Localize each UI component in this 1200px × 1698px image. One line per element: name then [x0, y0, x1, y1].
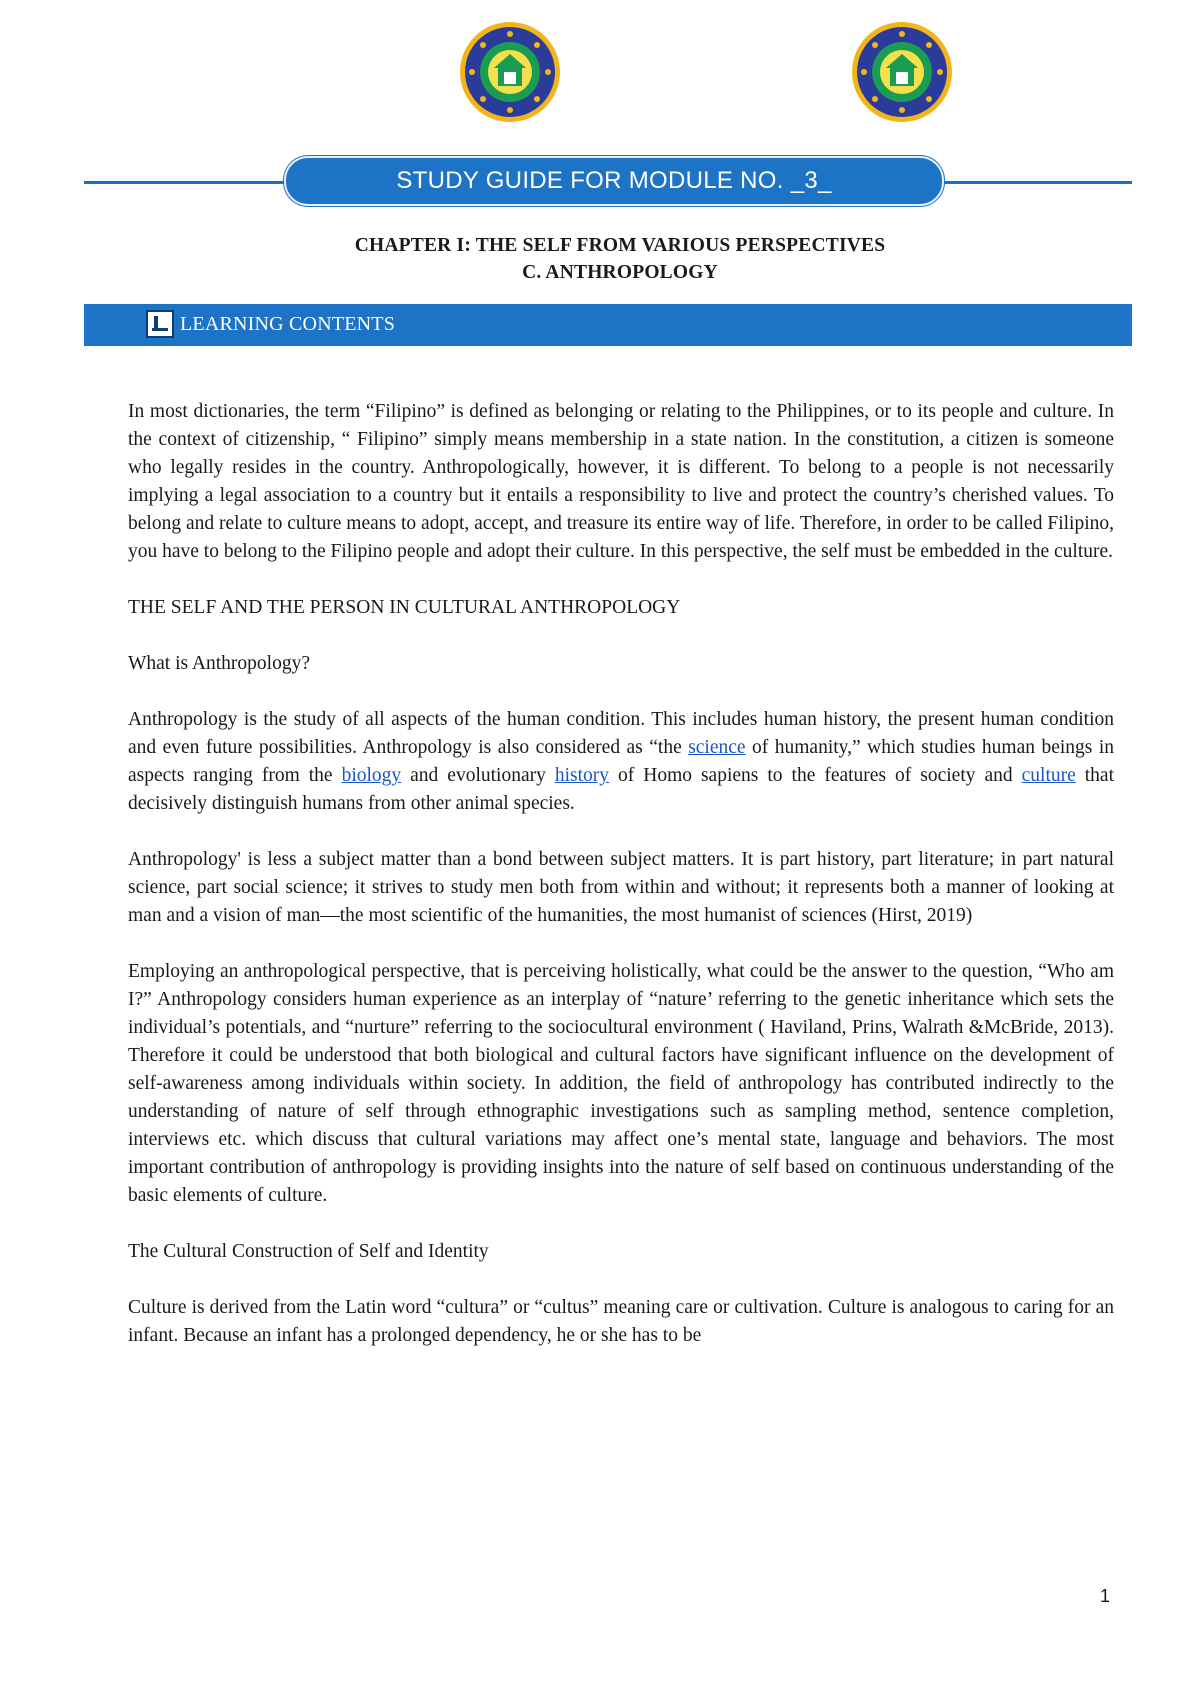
paragraph-hirst-quote: Anthropology' is less a subject matter than a bond between subject matters. It is part history, part literature; in part natural science, part social science; it strives to study men both from within and without; it represents both a manner of looking at man and a vision of man—the most scientific of the humanities, the most humanist of sciences (Hirst, 2019) — [128, 849, 1114, 926]
banner-rule-left — [84, 181, 294, 184]
university-seal-left — [458, 20, 562, 124]
paragraph-culture: Culture is derived from the Latin word “cultura” or “cultus” meaning care or cultivation. Culture is analogous to caring for an infant. Because an infant has a prolonged dependency, he or she has to be — [128, 1297, 1114, 1346]
banner-rule-right — [934, 181, 1132, 184]
chapter-heading — [0, 232, 1200, 286]
module-title: STUDY GUIDE FOR MODULE NO. _3_ — [284, 156, 944, 206]
body-content — [128, 398, 1114, 1350]
link-biology[interactable]: biology — [341, 765, 402, 786]
book-icon — [146, 310, 174, 338]
question-heading: What is Anthropology? — [128, 653, 310, 674]
text-run: Anthropology is the study of all aspects of the human condition. This includes human history, the present human condition and even future possibilities. Anthropology is also considered as “the — [128, 709, 1114, 758]
section-bar — [84, 304, 1132, 346]
text-run: and evolutionary — [401, 765, 555, 786]
paragraph-perspective: Employing an anthropological perspective, that is perceiving holistically, what could be the answer to the question, “Who am I?” Anthropology considers human experience as an interplay of “nature’ referring to the genetic inheritance which sets the individual’s potentials, and “nurture” referring to the sociocultural environment ( Haviland, Prins, Walrath &McBride, 2013). Therefore it could be understood that both biological and cultural factors have significant influence on the development of self-awareness among individuals within society. In addition, the field of anthropology has contributed indirectly to the understanding of nature of self through ethnographic investigations such as sampling method, sentence completion, interviews etc. which discuss that cultural variations may affect one’s mental state, language and behaviors. The most important contribution of anthropology is providing insights into the nature of self based on continuous understanding of the basic elements of culture. — [128, 961, 1114, 1206]
link-science[interactable]: science — [688, 737, 746, 758]
chapter-subtitle: C. ANTHROPOLOGY — [522, 262, 718, 283]
link-history[interactable]: history — [554, 765, 610, 786]
section-label: LEARNING CONTENTS — [180, 313, 396, 335]
module-banner — [84, 152, 1132, 208]
text-run: of humanity,” which studies human beings in aspects ranging from the — [128, 737, 1114, 786]
subsection-heading: The Cultural Construction of Self and Identity — [128, 1241, 489, 1262]
university-seal-right — [850, 20, 954, 124]
text-run: that decisively distinguish humans from other animal species. — [128, 765, 1114, 814]
text-run: of Homo sapiens to the features of society and — [609, 765, 1022, 786]
paragraph-anthropology-definition — [128, 706, 1114, 818]
paragraph-filipino: In most dictionaries, the term “Filipino” is defined as belonging or relating to the Philippines, or to its people and culture. In the context of citizenship, “ Filipino” simply means membership in a state nation. In the constitution, a citizen is someone who legally resides in the country. Anthropologically, however, it is different. To belong to a people is not necessarily implying a legal association to a country but it entails a responsibility to live and protect the country’s cherished values. To belong and relate to culture means to adopt, accept, and treasure its entire way of life. Therefore, in order to be called Filipino, you have to belong to the Filipino people and adopt their culture. In this perspective, the self must be embedded in the culture. — [128, 401, 1114, 562]
chapter-title: CHAPTER I: THE SELF FROM VARIOUS PERSPECTIVES — [354, 235, 886, 256]
page-number: 1 — [1100, 1586, 1111, 1606]
link-culture[interactable]: culture — [1021, 765, 1076, 786]
section-heading: THE SELF AND THE PERSON IN CULTURAL ANTHROPOLOGY — [128, 597, 681, 618]
